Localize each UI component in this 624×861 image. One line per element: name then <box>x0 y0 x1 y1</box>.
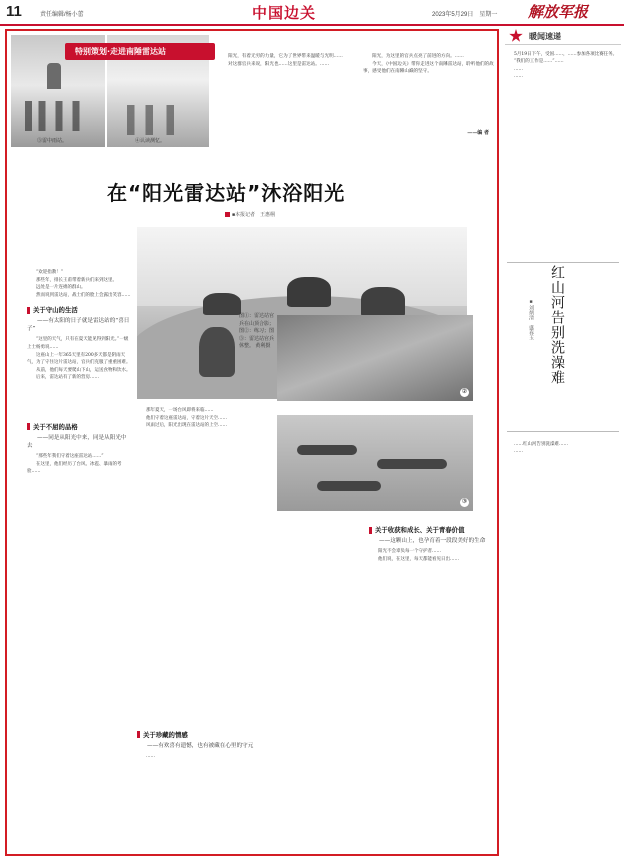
side-article-byline: ■刘炳清 盛春玉 <box>528 299 534 340</box>
lying-soldier <box>317 481 381 491</box>
photo-number: ③ <box>461 499 468 505</box>
subhead: 关于收获和成长、关于青春价值 <box>369 525 493 534</box>
editor-credit: 责任编辑/杨小蕾 <box>40 12 84 18</box>
intro-column <box>363 53 495 76</box>
subhead-marker <box>27 423 30 430</box>
soldiers-silhouette <box>25 101 93 131</box>
subhead-deck: ——有欢喜有遗憾，也有被藏在心里的守元 <box>147 742 254 749</box>
side-paragraph: ……红山河告别洗澡难…… <box>514 442 568 447</box>
photo-caption: ④认读测忆。 <box>135 138 166 144</box>
article-byline <box>225 211 275 218</box>
body-paragraph: 这座山上一年365天里有200多天都是阴雨天气，为了守住这片雷达站，官兵们克服了重重困难。 <box>27 352 131 366</box>
subhead-marker <box>27 307 30 314</box>
side-paragraph: 5月19日下午，受国……，……参加各项比赛任务。 <box>514 52 618 57</box>
body-paragraph: “那些年我们守着这座雷达站……” <box>36 453 104 459</box>
side-paragraph: …… <box>514 74 523 80</box>
photo-soldiers-resting <box>277 415 473 511</box>
body-paragraph: 他们说，在这里，每天都能看见日出…… <box>378 556 459 562</box>
subhead: 关于不屈的品格 <box>27 422 131 431</box>
article-headline: 在“阳光雷达站”沐浴阳光 <box>107 181 346 205</box>
byline-text: ■本报记者 王惠栩 <box>232 212 276 218</box>
newspaper-logo: 解放军报 <box>528 3 589 21</box>
feature-box <box>5 29 499 856</box>
radar-tower-shape <box>47 63 61 89</box>
body-paragraph: 阳光不会辜负每一个守护者…… <box>378 549 441 554</box>
section-title: 中国边关 <box>252 4 317 22</box>
side-article-text <box>505 441 621 456</box>
subhead: 关于珍藏的情感 <box>137 730 269 739</box>
guitar-player <box>287 277 331 307</box>
subhead: 关于守山的生活 <box>27 305 131 314</box>
photo-credit: 黄利摄 <box>255 343 271 349</box>
issue-date: 2023年5月29日 星期一 <box>432 12 498 18</box>
intro-paragraph: 对这群官兵来说，阳光也……这里是雷达站。…… <box>228 61 330 67</box>
guitar-player <box>361 287 405 317</box>
photo-caption: 图①：雷达站官兵在山顶合影；图②：练习；图③：雷达站官兵休整。 黄利摄 <box>239 313 275 349</box>
side-paragraph: …… <box>514 449 523 455</box>
side-column-title: 暖闻速递 <box>529 32 561 41</box>
subhead-deck: ——这颗山上，也孕育着一段段美好的生命 <box>379 538 486 544</box>
side-column <box>505 29 621 856</box>
body-paragraph: “这里的天气，只有在夏天能见得到阳光。”一级上士杨勇说…… <box>27 337 129 350</box>
star-icon <box>509 29 523 43</box>
body-column-middle <box>137 407 269 760</box>
body-paragraph: 从前，他们每天要爬山下山，运送食物和饮水。 <box>36 367 131 373</box>
side-article-title: 红山河告别洗澡难 <box>549 265 565 385</box>
photo-soldiers-sitting <box>277 315 473 401</box>
body-paragraph: “欢迎指教！” <box>36 270 64 275</box>
body-paragraph: 那年夏天，一场台风即将来临…… <box>146 408 214 413</box>
body-paragraph: 后来，雷达站有了新的营房…… <box>36 375 99 381</box>
body-column-right <box>369 519 493 563</box>
soldiers-silhouette <box>127 105 189 135</box>
body-column-left <box>27 269 131 476</box>
photo-number: ② <box>461 389 468 395</box>
body-paragraph: …… <box>146 753 155 759</box>
masthead <box>0 0 624 26</box>
intro-paragraph: 今天，《中国边关》带你走进这个南陲雷达站，聆听他们的故事，感受他们在南陲山巅的坚守。 <box>363 61 494 75</box>
intro-paragraph: 阳光，为这里的官兵点亮了前进的方向。…… <box>372 54 464 59</box>
guitar-player <box>203 293 241 315</box>
side-paragraph: “我们的工作是……”…… <box>514 59 564 65</box>
page-number: 11 <box>6 3 22 20</box>
side-news-text <box>505 51 621 81</box>
side-column-header <box>505 29 621 45</box>
lying-soldier <box>297 445 357 455</box>
lying-soldier <box>377 459 447 469</box>
body-paragraph: 他们守着这座雷达站，守着这片天空…… <box>146 415 227 421</box>
subhead-deck: ——有太阳的日子就是雷达站的“喜日子” <box>27 318 130 333</box>
body-paragraph: 那些年，排长王甫带着新兵们来到这里。 <box>36 277 117 283</box>
editor-intro <box>219 53 495 143</box>
side-paragraph: …… <box>514 66 523 72</box>
intro-signature: ——编 者 <box>467 130 489 136</box>
photo-caption: ③雷中雨站。 <box>37 138 68 144</box>
subhead-deck: ——同是从阳光中来，同是从阳光中去 <box>27 434 127 449</box>
body-paragraph: 然而说到雷达站，战士们的脸上会露出笑容…… <box>36 292 131 298</box>
intro-paragraph: 阳光，有着无穷的力量，它为了世界带来温暖与光明…… <box>228 54 343 59</box>
body-paragraph: 在这里，他们经历了台风、冰雹、暴雨的考验…… <box>27 461 122 475</box>
feature-banner: 特别策划·走进南陲雷达站 <box>65 43 215 60</box>
subhead-marker <box>137 731 140 738</box>
byline-marker <box>225 212 230 217</box>
intro-column <box>219 53 351 68</box>
soldier-figure <box>199 327 235 377</box>
body-paragraph: 风雨过后，阳光出现在雷达站的上空…… <box>146 423 227 429</box>
body-paragraph: 远处是一片连绵的群山。 <box>36 285 86 291</box>
subhead-marker <box>369 527 372 534</box>
